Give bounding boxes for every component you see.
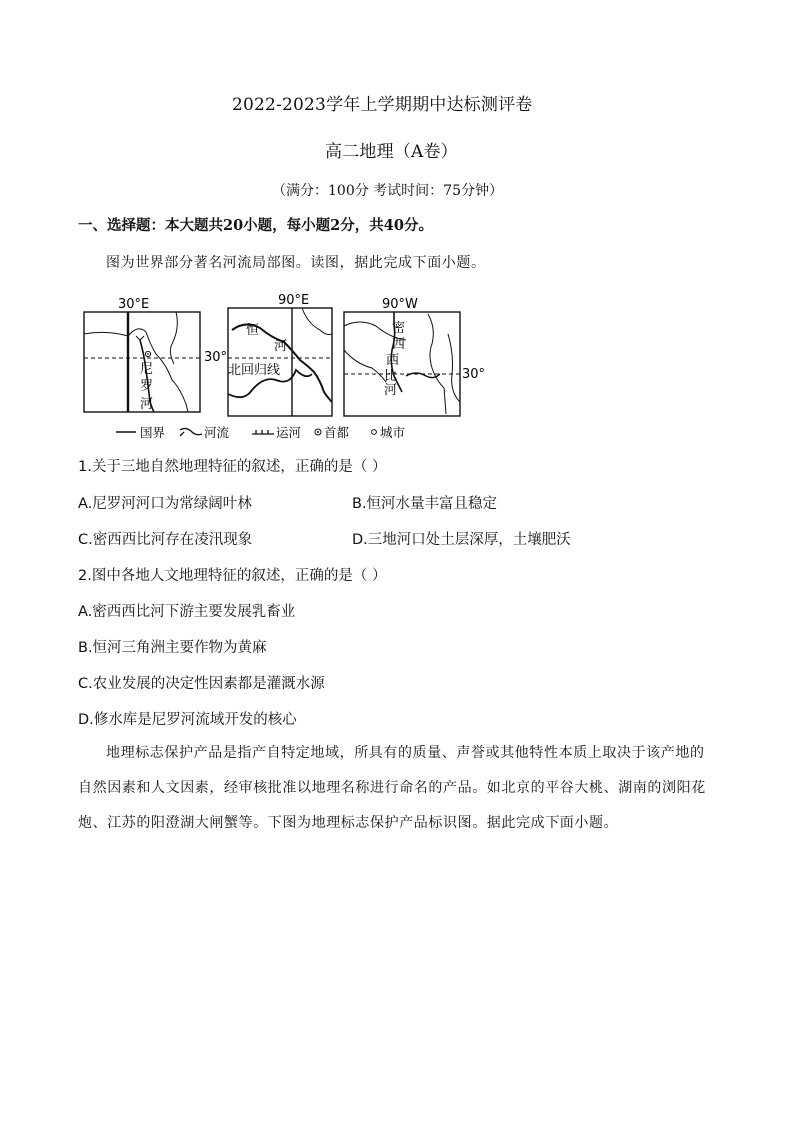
map-ganges [228,293,332,416]
map2-river-char: 河 [274,339,288,354]
passage-text [78,736,718,841]
map1-river-char: 尼 [140,362,154,377]
question-option: C.农业发展的决定性因素都是灌溉水源 [78,676,325,692]
legend-river-label: 河流 [204,425,230,440]
map-legend [116,425,405,440]
legend-border-label: 国界 [140,425,166,440]
map3-river-char: 西 [386,353,400,368]
map3-river-char: 比 [384,369,398,384]
question-option: D.修水库是尼罗河流域开发的核心 [78,712,297,728]
legend-capital-label: 首都 [324,425,350,440]
question-option: A.尼罗河河口为常绿阔叶林 [78,496,252,512]
legend-canal-label: 运河 [276,425,302,440]
section-heading: 一、选择题：本大题共20小题，每小题2分，共40分。 [78,217,433,234]
section-intro: 图为世界部分著名河流局部图。读图，据此完成下面小题。 [106,255,486,271]
map2-tropic-label: 北回归线 [228,363,281,378]
canal-legend-icon [252,430,274,434]
river-legend-icon [180,428,202,436]
question-option: B.恒河水量丰富且稳定 [352,496,498,512]
legend-city-label: 城市 [380,425,406,440]
passage-body: 地理标志保护产品是指产自特定地域，所具有的质量、声誉或其他特性本质上取决于该产地的自然因素和人文因素，经审核批准以地理名称进行命名的产品。如北京的平谷大桃、湖南的浏阳花炮、江苏的阳澄湖大闸蟹等。下图为地理标志保护产品标识图。据此完成下面小题。 [78,745,706,831]
map2-lon-label: 90°E [278,293,310,308]
map3-river-char: 西 [392,337,406,352]
map3-river-char: 密 [392,321,406,336]
exam-title: 2022-2023学年上学期期中达标测评卷 [232,95,533,115]
question-stem: 1.关于三地自然地理特征的叙述，正确的是（ ） [78,459,387,475]
map1-river-char: 罗 [140,379,154,394]
map-nile [84,297,227,412]
map-mississippi [344,297,485,416]
map1-lon-label: 30°E [118,297,150,312]
question-option: A.密西西比河下游主要发展乳畜业 [78,604,296,620]
map2-river-char: 恒 [246,323,260,338]
map3-lat-label: 30° [462,367,486,382]
question-option: D.三地河口处土层深厚，土壤肥沃 [352,532,571,548]
question-option: C.密西西比河存在凌汛现象 [78,532,253,548]
map1-lat-label: 30° [204,350,228,365]
map3-river-char: 河 [384,383,398,398]
map3-lon-label: 90°W [382,297,418,312]
question-option: B.恒河三角洲主要作物为黄麻 [78,640,267,656]
exam-info: （满分：100分 考试时间：75分钟） [272,183,503,199]
question-stem: 2.图中各地人文地理特征的叙述，正确的是（ ） [78,568,387,584]
map1-river-char: 河 [140,397,154,412]
rivers-figure [76,284,516,444]
exam-subtitle: 高二地理（A卷） [325,142,458,162]
city-legend-icon [372,430,377,435]
